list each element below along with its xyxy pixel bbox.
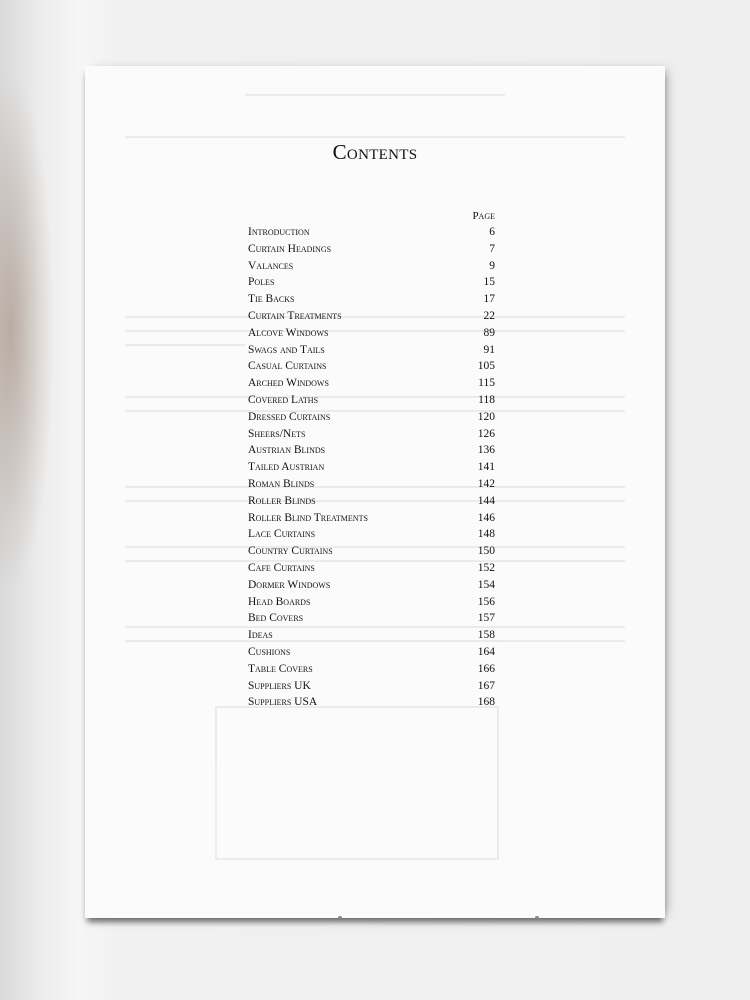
toc-entry-label: Curtain Headings xyxy=(248,242,332,255)
toc-entry-page: 166 xyxy=(477,662,495,675)
toc-entry-label: Bed Covers xyxy=(248,612,304,625)
toc-entry xyxy=(248,526,495,543)
toc-entry-page: 150 xyxy=(477,545,495,558)
toc-entry-label: Ideas xyxy=(248,629,273,642)
toc-entry-page: 168 xyxy=(477,696,495,709)
toc-entry-label: Suppliers USA xyxy=(248,696,318,709)
toc-entry-page: 17 xyxy=(483,293,495,306)
toc-entry-label: Tailed Austrian xyxy=(248,461,325,474)
toc-entry xyxy=(248,409,495,426)
toc-entry-page: 118 xyxy=(478,393,495,406)
toc-entry-page: 7 xyxy=(489,242,495,255)
toc-entry xyxy=(248,610,495,627)
toc-entry xyxy=(248,308,495,325)
toc-entry-page: 154 xyxy=(477,578,495,591)
table-of-contents xyxy=(248,208,495,711)
toc-entry xyxy=(248,594,495,611)
toc-entry-page: 157 xyxy=(477,612,495,625)
toc-entry xyxy=(248,577,495,594)
toc-entry-label: Roller Blinds xyxy=(248,494,316,507)
toc-entry-label: Roman Blinds xyxy=(248,477,315,490)
toc-entry xyxy=(248,274,495,291)
toc-entry xyxy=(248,342,495,359)
toc-entry-label: Sheers/Nets xyxy=(248,427,306,440)
toc-entry-label: Dormer Windows xyxy=(248,578,331,591)
book-page xyxy=(85,66,665,918)
toc-entry xyxy=(248,493,495,510)
toc-entry-page: 164 xyxy=(477,645,495,658)
toc-entry xyxy=(248,694,495,711)
toc-entry xyxy=(248,459,495,476)
toc-entry xyxy=(248,291,495,308)
toc-entry xyxy=(248,258,495,275)
toc-entry-label: Head Boards xyxy=(248,595,311,608)
toc-entry-label: Country Curtains xyxy=(248,545,333,558)
toc-entry xyxy=(248,560,495,577)
page-title: Contents xyxy=(332,140,418,164)
toc-entry-page: 6 xyxy=(489,226,495,238)
toc-entry xyxy=(248,644,495,661)
toc-entry-label: Suppliers UK xyxy=(248,679,311,692)
toc-entry-page: 136 xyxy=(477,444,495,457)
toc-entry-page: 148 xyxy=(477,528,495,541)
dust-speck xyxy=(338,916,342,919)
page-column-header: Page xyxy=(472,210,495,222)
toc-entry-page: 22 xyxy=(483,309,495,322)
toc-entry xyxy=(248,661,495,678)
toc-entry-page: 142 xyxy=(477,477,495,490)
toc-entry-label: Tie Backs xyxy=(248,293,295,306)
toc-entry xyxy=(248,442,495,459)
toc-entry xyxy=(248,224,495,241)
toc-entry xyxy=(248,375,495,392)
toc-entry xyxy=(248,241,495,258)
toc-entry xyxy=(248,358,495,375)
toc-entry xyxy=(248,426,495,443)
toc-entry-page: 120 xyxy=(477,410,495,423)
toc-entry-page: 156 xyxy=(477,595,495,608)
toc-entry-label: Swags and Tails xyxy=(248,343,325,356)
toc-entry-page: 89 xyxy=(483,326,495,339)
toc-entry-page: 105 xyxy=(477,360,495,373)
toc-entry-label: Introduction xyxy=(248,226,310,238)
page-shadow xyxy=(0,70,55,590)
toc-entry-label: Table Covers xyxy=(248,662,313,675)
dust-speck xyxy=(535,916,539,919)
toc-entry-page: 115 xyxy=(478,377,495,390)
toc-entry-page: 9 xyxy=(489,259,495,272)
toc-entry-label: Curtain Treatments xyxy=(248,309,342,322)
toc-entry-label: Dressed Curtains xyxy=(248,410,331,423)
toc-entry-label: Arched Windows xyxy=(248,377,329,390)
toc-entry xyxy=(248,392,495,409)
toc-entry xyxy=(248,476,495,493)
toc-entry-label: Alcove Windows xyxy=(248,326,329,339)
toc-entry xyxy=(248,678,495,695)
toc-entry-label: Poles xyxy=(248,276,275,289)
toc-entry-page: 158 xyxy=(477,629,495,642)
toc-entry-label: Valances xyxy=(248,259,294,272)
toc-entry xyxy=(248,543,495,560)
toc-entry-page: 152 xyxy=(477,561,495,574)
toc-entry-label: Austrian Blinds xyxy=(248,444,326,457)
toc-entry-page: 15 xyxy=(483,276,495,289)
toc-entry-label: Cafe Curtains xyxy=(248,561,315,574)
toc-entry-label: Lace Curtains xyxy=(248,528,316,541)
toc-entry-page: 141 xyxy=(477,461,495,474)
toc-entry-page: 146 xyxy=(477,511,495,524)
toc-entry-label: Cushions xyxy=(248,645,291,658)
toc-entry xyxy=(248,510,495,527)
toc-entry-page: 91 xyxy=(483,343,495,356)
toc-entry-page: 167 xyxy=(477,679,495,692)
toc-entry-page: 126 xyxy=(477,427,495,440)
toc-entry-label: Roller Blind Treatments xyxy=(248,511,368,524)
toc-entry xyxy=(248,627,495,644)
toc-entry xyxy=(248,325,495,342)
toc-entry-label: Covered Laths xyxy=(248,393,319,406)
toc-entry-label: Casual Curtains xyxy=(248,360,327,373)
toc-entry-page: 144 xyxy=(477,494,495,507)
